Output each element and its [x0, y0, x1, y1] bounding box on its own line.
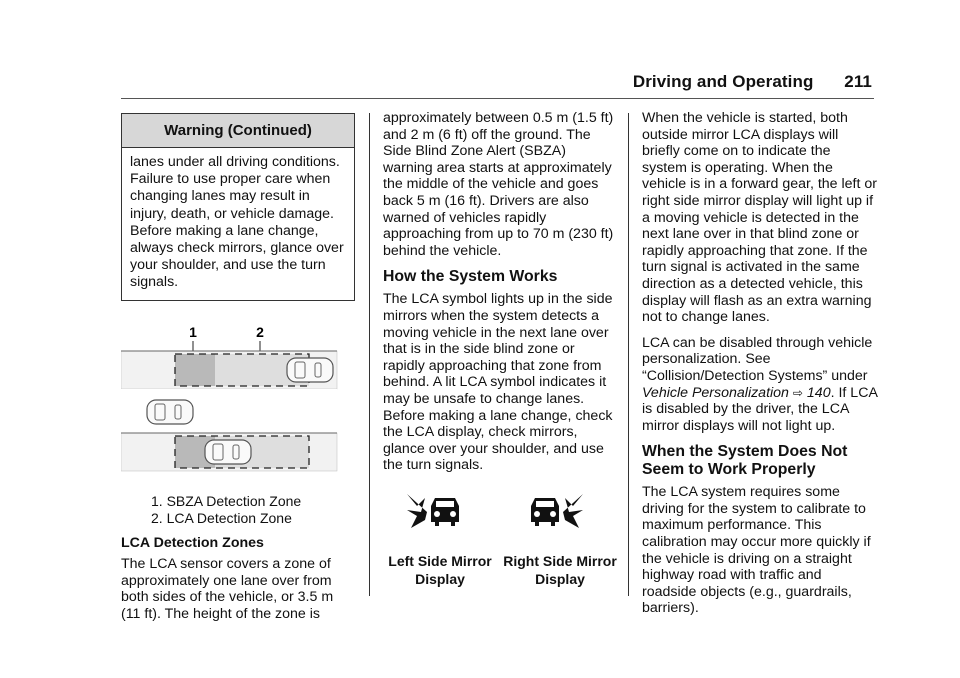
warning-title: Warning (Continued): [122, 114, 354, 148]
sbza-zone-upper: [175, 354, 215, 386]
car-icon: [287, 358, 333, 382]
legend-item-1: 1. SBZA Detection Zone: [151, 492, 302, 509]
lca-zones-heading: LCA Detection Zones: [121, 534, 264, 551]
callout-1: 1: [189, 323, 197, 340]
warning-text: lanes under all driving conditions. Failure to use proper care when changing lanes may result in injury, death, or vehicle damage. Before making a lane change, always check mirrors, glance over your shoulder, and use the turn signals.: [130, 154, 344, 291]
section-title: Driving and Operating: [632, 72, 814, 91]
right-mirror-lca-icon: [525, 492, 585, 532]
lca-zones-text: The LCA sensor covers a zone of approximately one lane over from both sides of the vehicle, or 3.5 m (11 ft). The height of the zone is: [121, 556, 334, 622]
page-number: 211: [844, 72, 872, 91]
header-rule: [121, 98, 874, 99]
right-mirror-caption: Right Side Mirror Display: [503, 553, 617, 587]
left-mirror-lca-icon: [405, 492, 465, 532]
legend-item-2: 2. LCA Detection Zone: [151, 509, 292, 526]
warning-star-icon: [563, 494, 583, 528]
warning-box: [121, 113, 355, 301]
how-system-works-heading: How the System Works: [383, 268, 558, 286]
column-divider-1: [369, 113, 370, 596]
disable-text-post: . If LCA is disabled by the driver, the LCA mirror displays will not light up.: [642, 384, 878, 434]
zone-height-text: approximately between 0.5 m (1.5 ft) and 2 m (6 ft) off the ground. The Side Blind Zone Alert (SBZA) warning area starts at approximately the middle of the vehicle and goes back 5 m (16 ft). Drivers are also warned of vehicles rapidly approaching from up to 70 m (230 ft) behind the vehicle.: [383, 110, 614, 259]
left-mirror-caption: Left Side Mirror Display: [388, 553, 492, 587]
figure-legend: [121, 493, 355, 527]
disable-text-pre: LCA can be disabled through vehicle personalization. See “Collision/Detection Systems” under: [642, 334, 873, 384]
warning-star-icon: [407, 494, 427, 528]
column-3: [642, 110, 878, 626]
detection-zones-figure: [121, 323, 355, 473]
calibration-text: The LCA system requires some driving for the system to calibrate to maximum performance. This calibration may occur more quickly if the vehicle is driving on a straight highway road with traffic and roadside objects (e.g., guardrails, barriers).: [642, 484, 871, 617]
host-car-icon: [147, 400, 193, 424]
vehicle-personalization-link[interactable]: Vehicle Personalization: [642, 384, 789, 401]
car-front-icon: [531, 498, 559, 526]
disable-text: [642, 335, 878, 435]
column-2: [383, 110, 617, 483]
car-icon: [205, 440, 251, 464]
column-divider-2: [628, 113, 629, 596]
column-1: [121, 113, 355, 632]
page-header: [633, 72, 872, 92]
car-front-icon: [431, 498, 459, 526]
startup-text: When the vehicle is started, both outside mirror LCA displays will briefly come on to indicate the system is operating. When the vehicle is in a forward gear, the left or right side mirror display will light up if a moving vehicle is detected in the next lane over in that blind zone or rapidly approaching that zone. If the turn signal is activated in the same direction as a detected vehicle, this display will flash as an extra warning not to change lanes.: [642, 110, 878, 326]
page-ref-number[interactable]: 140: [806, 384, 831, 401]
callout-2: 2: [256, 323, 264, 340]
page-ref-arrow-icon: ⇨: [792, 385, 803, 400]
not-working-heading: When the System Does Not Seem to Work Properly: [642, 443, 848, 479]
how-system-works-text: The LCA symbol lights up in the side mirrors when the system detects a moving vehicle in the next lane over that is in the side blind zone or rapidly approaching that zone from behind. A lit LCA symbol indicates it may be unsafe to change lanes. Before making a lane change, check the LCA display, check mirrors, glance over your shoulder, and use the turn signals.: [383, 291, 613, 474]
